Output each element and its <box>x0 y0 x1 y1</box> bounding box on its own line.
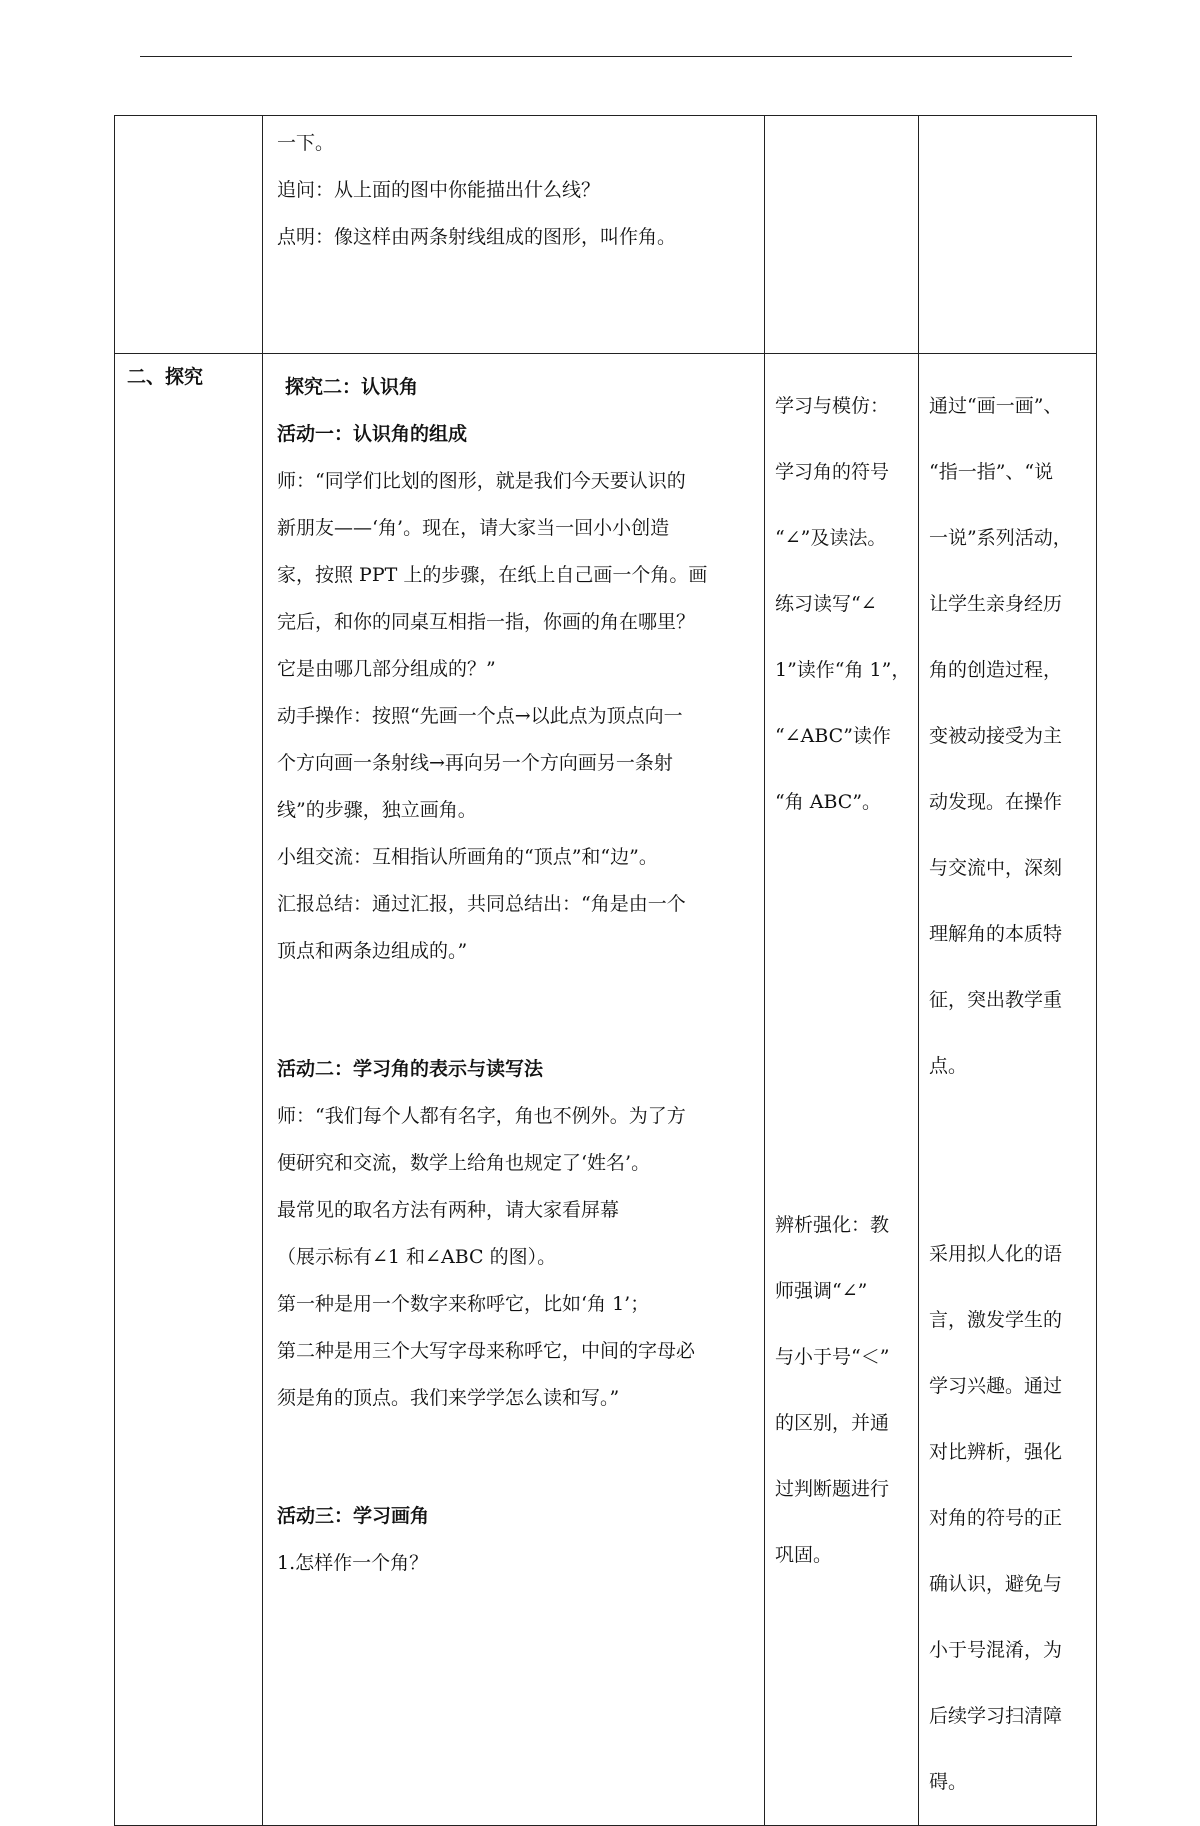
text-line: 师：“同学们比划的图形，就是我们今天要认识的 <box>277 470 686 492</box>
stage-cell-empty <box>115 116 263 354</box>
text-line: 理解角的本质特 <box>929 923 1063 945</box>
text-line: （展示标有∠1 和∠ABC 的图）。 <box>277 1246 557 1268</box>
text-line: 师强调“∠” <box>775 1280 868 1302</box>
student-cell-top <box>765 116 919 354</box>
text-line: 1”读作“角 1”， <box>775 659 911 681</box>
intent-cell-main <box>919 354 1097 1826</box>
text-line: 变被动接受为主 <box>929 725 1063 747</box>
activity-cell-main <box>263 354 765 1826</box>
table-row-top <box>115 116 1097 354</box>
text-line: 汇报总结：通过汇报，共同总结出：“角是由一个 <box>277 893 686 915</box>
text-line: 确认识，避免与 <box>929 1573 1063 1595</box>
text-line: 个方向画一条射线→再向另一个方向画另一条射 <box>277 752 673 774</box>
text-line: 新朋友——‘角’。现在，请大家当一回小小创造 <box>277 517 670 539</box>
text-line: 须是角的顶点。我们来学学怎么读和写。” <box>277 1387 620 1409</box>
text-line: 后续学习扫清障 <box>929 1705 1063 1727</box>
text-line: 顶点和两条边组成的。” <box>277 940 468 962</box>
text-line: 1.怎样作一个角？ <box>277 1552 429 1574</box>
text-line: 让学生亲身经历 <box>929 593 1063 615</box>
text-line: 一下。 <box>277 132 335 154</box>
text-line: 征，突出教学重 <box>929 989 1063 1011</box>
intent-cell-top <box>919 116 1097 354</box>
text-line: 言，激发学生的 <box>929 1309 1063 1331</box>
text-line: 点。 <box>929 1055 968 1077</box>
text-line: 过判断题进行 <box>775 1478 890 1500</box>
section-heading: 探究二：认识角 <box>285 376 419 398</box>
text-line: 辨析强化：教 <box>775 1214 890 1236</box>
activity1-title: 活动一：认识角的组成 <box>277 423 468 445</box>
text-line: 巩固。 <box>775 1544 833 1566</box>
stage-label: 二、探究 <box>127 366 204 388</box>
stage-cell <box>115 354 263 1826</box>
text-line: 师：“我们每个人都有名字，角也不例外。为了方 <box>277 1105 686 1127</box>
text-line: 便研究和交流，数学上给角也规定了‘姓名’。 <box>277 1152 651 1174</box>
text-line: 角的创造过程， <box>929 659 1063 681</box>
text-line: 追问：从上面的图中你能描出什么线？ <box>277 179 601 201</box>
text-line: 对比辨析，强化 <box>929 1441 1063 1463</box>
text-line: 小组交流：互相指认所画角的“顶点”和“边”。 <box>277 846 658 868</box>
text-line: 完后，和你的同桌互相指一指，你画的角在哪里？ <box>277 611 696 633</box>
text-line: 碍。 <box>929 1771 968 1793</box>
text-line: 学习角的符号 <box>775 461 890 483</box>
text-line: 一说”系列活动， <box>929 527 1072 549</box>
text-line: “指一指”、“说 <box>929 461 1054 483</box>
text-line: “∠ABC”读作 <box>775 725 891 747</box>
text-line: 第二种是用三个大写字母来称呼它，中间的字母必 <box>277 1340 696 1362</box>
text-line: 学习与模仿： <box>775 395 890 417</box>
activity-cell-top <box>263 116 765 354</box>
text-line: 点明：像这样由两条射线组成的图形，叫作角。 <box>277 226 677 248</box>
text-line: 最常见的取名方法有两种，请大家看屏幕 <box>277 1199 620 1221</box>
text-line: 学习兴趣。通过 <box>929 1375 1063 1397</box>
text-line: 与交流中，深刻 <box>929 857 1063 879</box>
activity2-title: 活动二：学习角的表示与读写法 <box>277 1058 544 1080</box>
text-line: 第一种是用一个数字来称呼它，比如‘角 1’； <box>277 1293 650 1315</box>
text-line: “∠”及读法。 <box>775 527 887 549</box>
text-line: 的区别，并通 <box>775 1412 890 1434</box>
text-line: 与小于号“＜” <box>775 1346 890 1368</box>
text-line: 它是由哪几部分组成的？” <box>277 658 496 680</box>
activity3-title: 活动三：学习画角 <box>277 1505 430 1527</box>
text-line: “角 ABC”。 <box>775 791 882 813</box>
student-cell-main <box>765 354 919 1826</box>
text-line: 家，按照 PPT 上的步骤，在纸上自己画一个角。画 <box>277 564 708 586</box>
lesson-plan-table <box>114 115 1097 1826</box>
text-line: 小于号混淆，为 <box>929 1639 1063 1661</box>
text-line: 采用拟人化的语 <box>929 1243 1063 1265</box>
text-line: 线”的步骤，独立画角。 <box>277 799 477 821</box>
header-rule <box>140 56 1072 57</box>
text-line: 动发现。在操作 <box>929 791 1063 813</box>
table-row-main <box>115 354 1097 1826</box>
text-line: 练习读写“∠ <box>775 593 877 615</box>
text-line: 动手操作：按照“先画一个点→以此点为顶点向一 <box>277 705 683 727</box>
text-line: 通过“画一画”、 <box>929 395 1063 417</box>
text-line: 对角的符号的正 <box>929 1507 1063 1529</box>
